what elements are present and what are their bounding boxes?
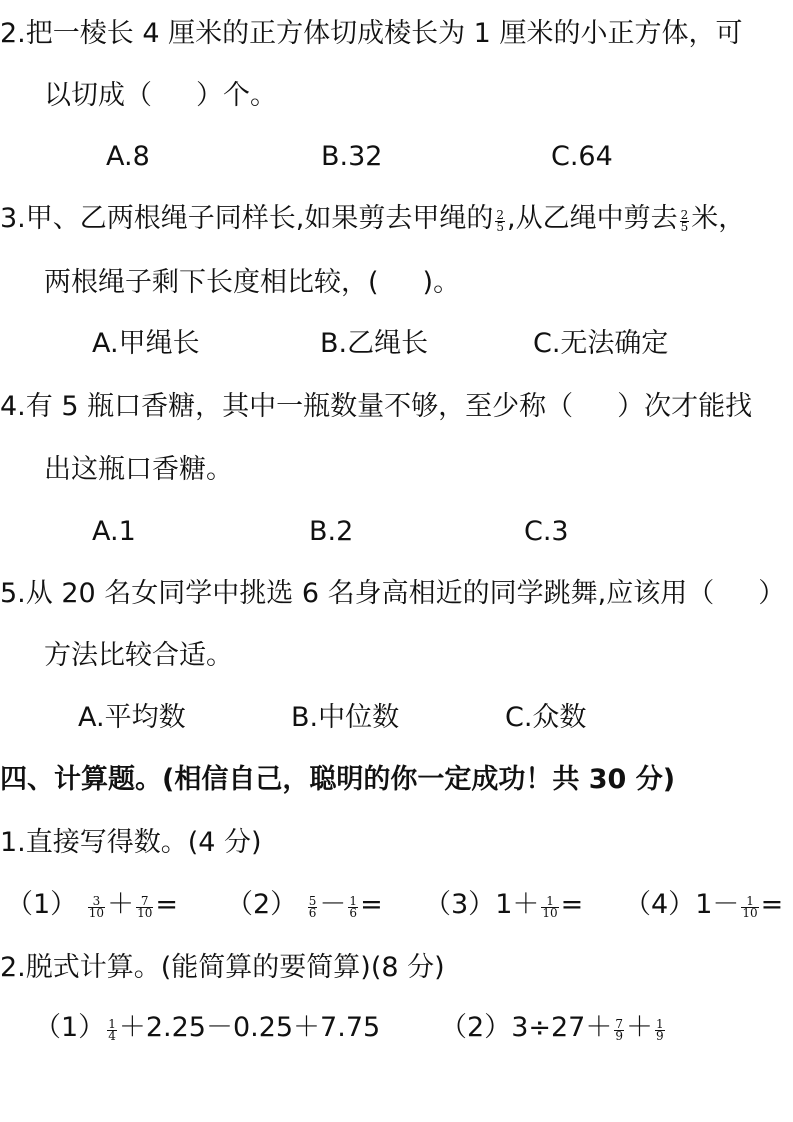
fraction-numerator: 1 — [349, 894, 358, 908]
calc1-item-2 — [226, 887, 383, 923]
q3-option-b[interactable]: B.乙绳长 — [320, 328, 429, 359]
expression-prefix: 3÷27＋ — [511, 1012, 613, 1043]
q4-line1-end: ）次才能找 — [617, 391, 753, 422]
operator: ＋ — [626, 1012, 653, 1043]
fraction-denominator: 5 — [496, 220, 504, 234]
fraction-numerator: 7 — [140, 894, 149, 908]
fraction-denominator: 10 — [88, 906, 105, 920]
calc1-title: 1.直接写得数。(4 分) — [0, 827, 262, 858]
q5-line1 — [0, 576, 785, 612]
calc1-item-3 — [424, 887, 583, 923]
equals-sign: = — [360, 889, 383, 920]
fraction-denominator: 5 — [680, 220, 689, 234]
equals-sign: = — [760, 889, 784, 920]
q5-option-c[interactable]: C.众数 — [505, 702, 587, 733]
fraction-denominator: 4 — [108, 1029, 116, 1043]
fraction — [541, 896, 558, 919]
q5-line1-start: 5.从 20 名女同学中挑选 6 名身高相近的同学跳舞,应该用（ — [0, 578, 715, 609]
fraction — [107, 1019, 117, 1042]
item-label: （1） — [6, 889, 78, 920]
q2-option-a[interactable]: A.8 — [106, 141, 150, 172]
calc1-item-1 — [6, 887, 178, 923]
q3-text-1: 3.甲、乙两根绳子同样长,如果剪去甲绳的 — [0, 203, 494, 234]
fraction-denominator: 6 — [349, 906, 358, 920]
expression-prefix: 1－ — [695, 889, 740, 920]
q3-text-2: ,从乙绳中剪去 — [506, 203, 678, 234]
fraction — [655, 1019, 665, 1042]
q3-line2 — [44, 265, 460, 301]
calc2-item-2 — [440, 1010, 667, 1046]
q5-option-a[interactable]: A.平均数 — [78, 702, 186, 733]
fraction-numerator: 1 — [656, 1017, 664, 1031]
calc1-item-4 — [624, 887, 783, 923]
item-label: （1） — [34, 1012, 106, 1043]
fraction — [308, 896, 318, 919]
item-label: （2） — [440, 1012, 512, 1043]
q2-option-c[interactable]: C.64 — [551, 141, 613, 172]
q4-option-b[interactable]: B.2 — [309, 516, 354, 547]
q5-line1-end: ） — [758, 578, 786, 609]
q4-option-a[interactable]: A.1 — [92, 516, 136, 547]
q2-line2-end: ）个。 — [196, 80, 277, 111]
q3-line1 — [0, 201, 745, 237]
q5-line2: 方法比较合适。 — [44, 640, 233, 671]
q2-line2 — [44, 78, 277, 114]
item-label: （3） — [424, 889, 496, 920]
fraction-numerator: 2 — [680, 208, 689, 222]
fraction-numerator: 2 — [496, 208, 504, 222]
fraction — [348, 896, 358, 919]
fraction — [88, 896, 105, 919]
fraction — [741, 896, 758, 919]
q3-text-3: 米， — [691, 203, 746, 234]
q2-line1: 2.把一棱长 4 厘米的正方体切成棱长为 1 厘米的小正方体，可 — [0, 18, 743, 49]
fraction-denominator: 6 — [308, 906, 317, 920]
q2-option-b[interactable]: B.32 — [321, 141, 383, 172]
expression-prefix: 1＋ — [495, 889, 540, 920]
fraction-denominator: 10 — [137, 906, 153, 920]
equals-sign: = — [560, 889, 584, 920]
q5-option-b[interactable]: B.中位数 — [291, 702, 400, 733]
q4-line1-start: 4.有 5 瓶口香糖，其中一瓶数量不够，至少称（ — [0, 391, 574, 422]
calc2-title: 2.脱式计算。(能简算的要简算)(8 分) — [0, 952, 445, 983]
q3-option-c[interactable]: C.无法确定 — [533, 328, 669, 359]
fraction-numerator: 1 — [108, 1017, 116, 1031]
fraction-denominator: 10 — [742, 906, 758, 920]
fraction — [495, 210, 505, 233]
q4-line1 — [0, 389, 752, 425]
fraction-numerator: 7 — [615, 1017, 623, 1031]
operator: － — [319, 889, 347, 920]
q4-line2: 出这瓶口香糖。 — [44, 454, 233, 485]
fraction — [680, 210, 690, 233]
equals-sign: = — [155, 889, 178, 920]
operator: ＋ — [107, 889, 135, 920]
fraction-numerator: 1 — [546, 894, 554, 908]
q3-option-a[interactable]: A.甲绳长 — [92, 328, 200, 359]
section-heading: 四、计算题。(相信自己，聪明的你一定成功！共 30 分) — [0, 764, 676, 795]
fraction-numerator: 3 — [92, 894, 101, 908]
fraction — [136, 896, 153, 919]
fraction-denominator: 10 — [542, 906, 558, 920]
q2-line2-start: 以切成（ — [44, 80, 152, 111]
calc2-item-1 — [34, 1010, 380, 1046]
item-label: （2） — [226, 889, 298, 920]
q4-option-c[interactable]: C.3 — [524, 516, 569, 547]
fraction-denominator: 9 — [656, 1029, 664, 1043]
fraction-numerator: 5 — [308, 894, 317, 908]
fraction-numerator: 1 — [746, 894, 754, 908]
item-label: （4） — [624, 889, 696, 920]
fraction-denominator: 9 — [615, 1029, 623, 1043]
q3-line2-start: 两根绳子剩下长度相比较，( — [44, 267, 379, 298]
q3-line2-end: )。 — [422, 267, 461, 298]
fraction — [614, 1019, 624, 1042]
expression-rest: ＋2.25－0.25＋7.75 — [118, 1012, 381, 1043]
